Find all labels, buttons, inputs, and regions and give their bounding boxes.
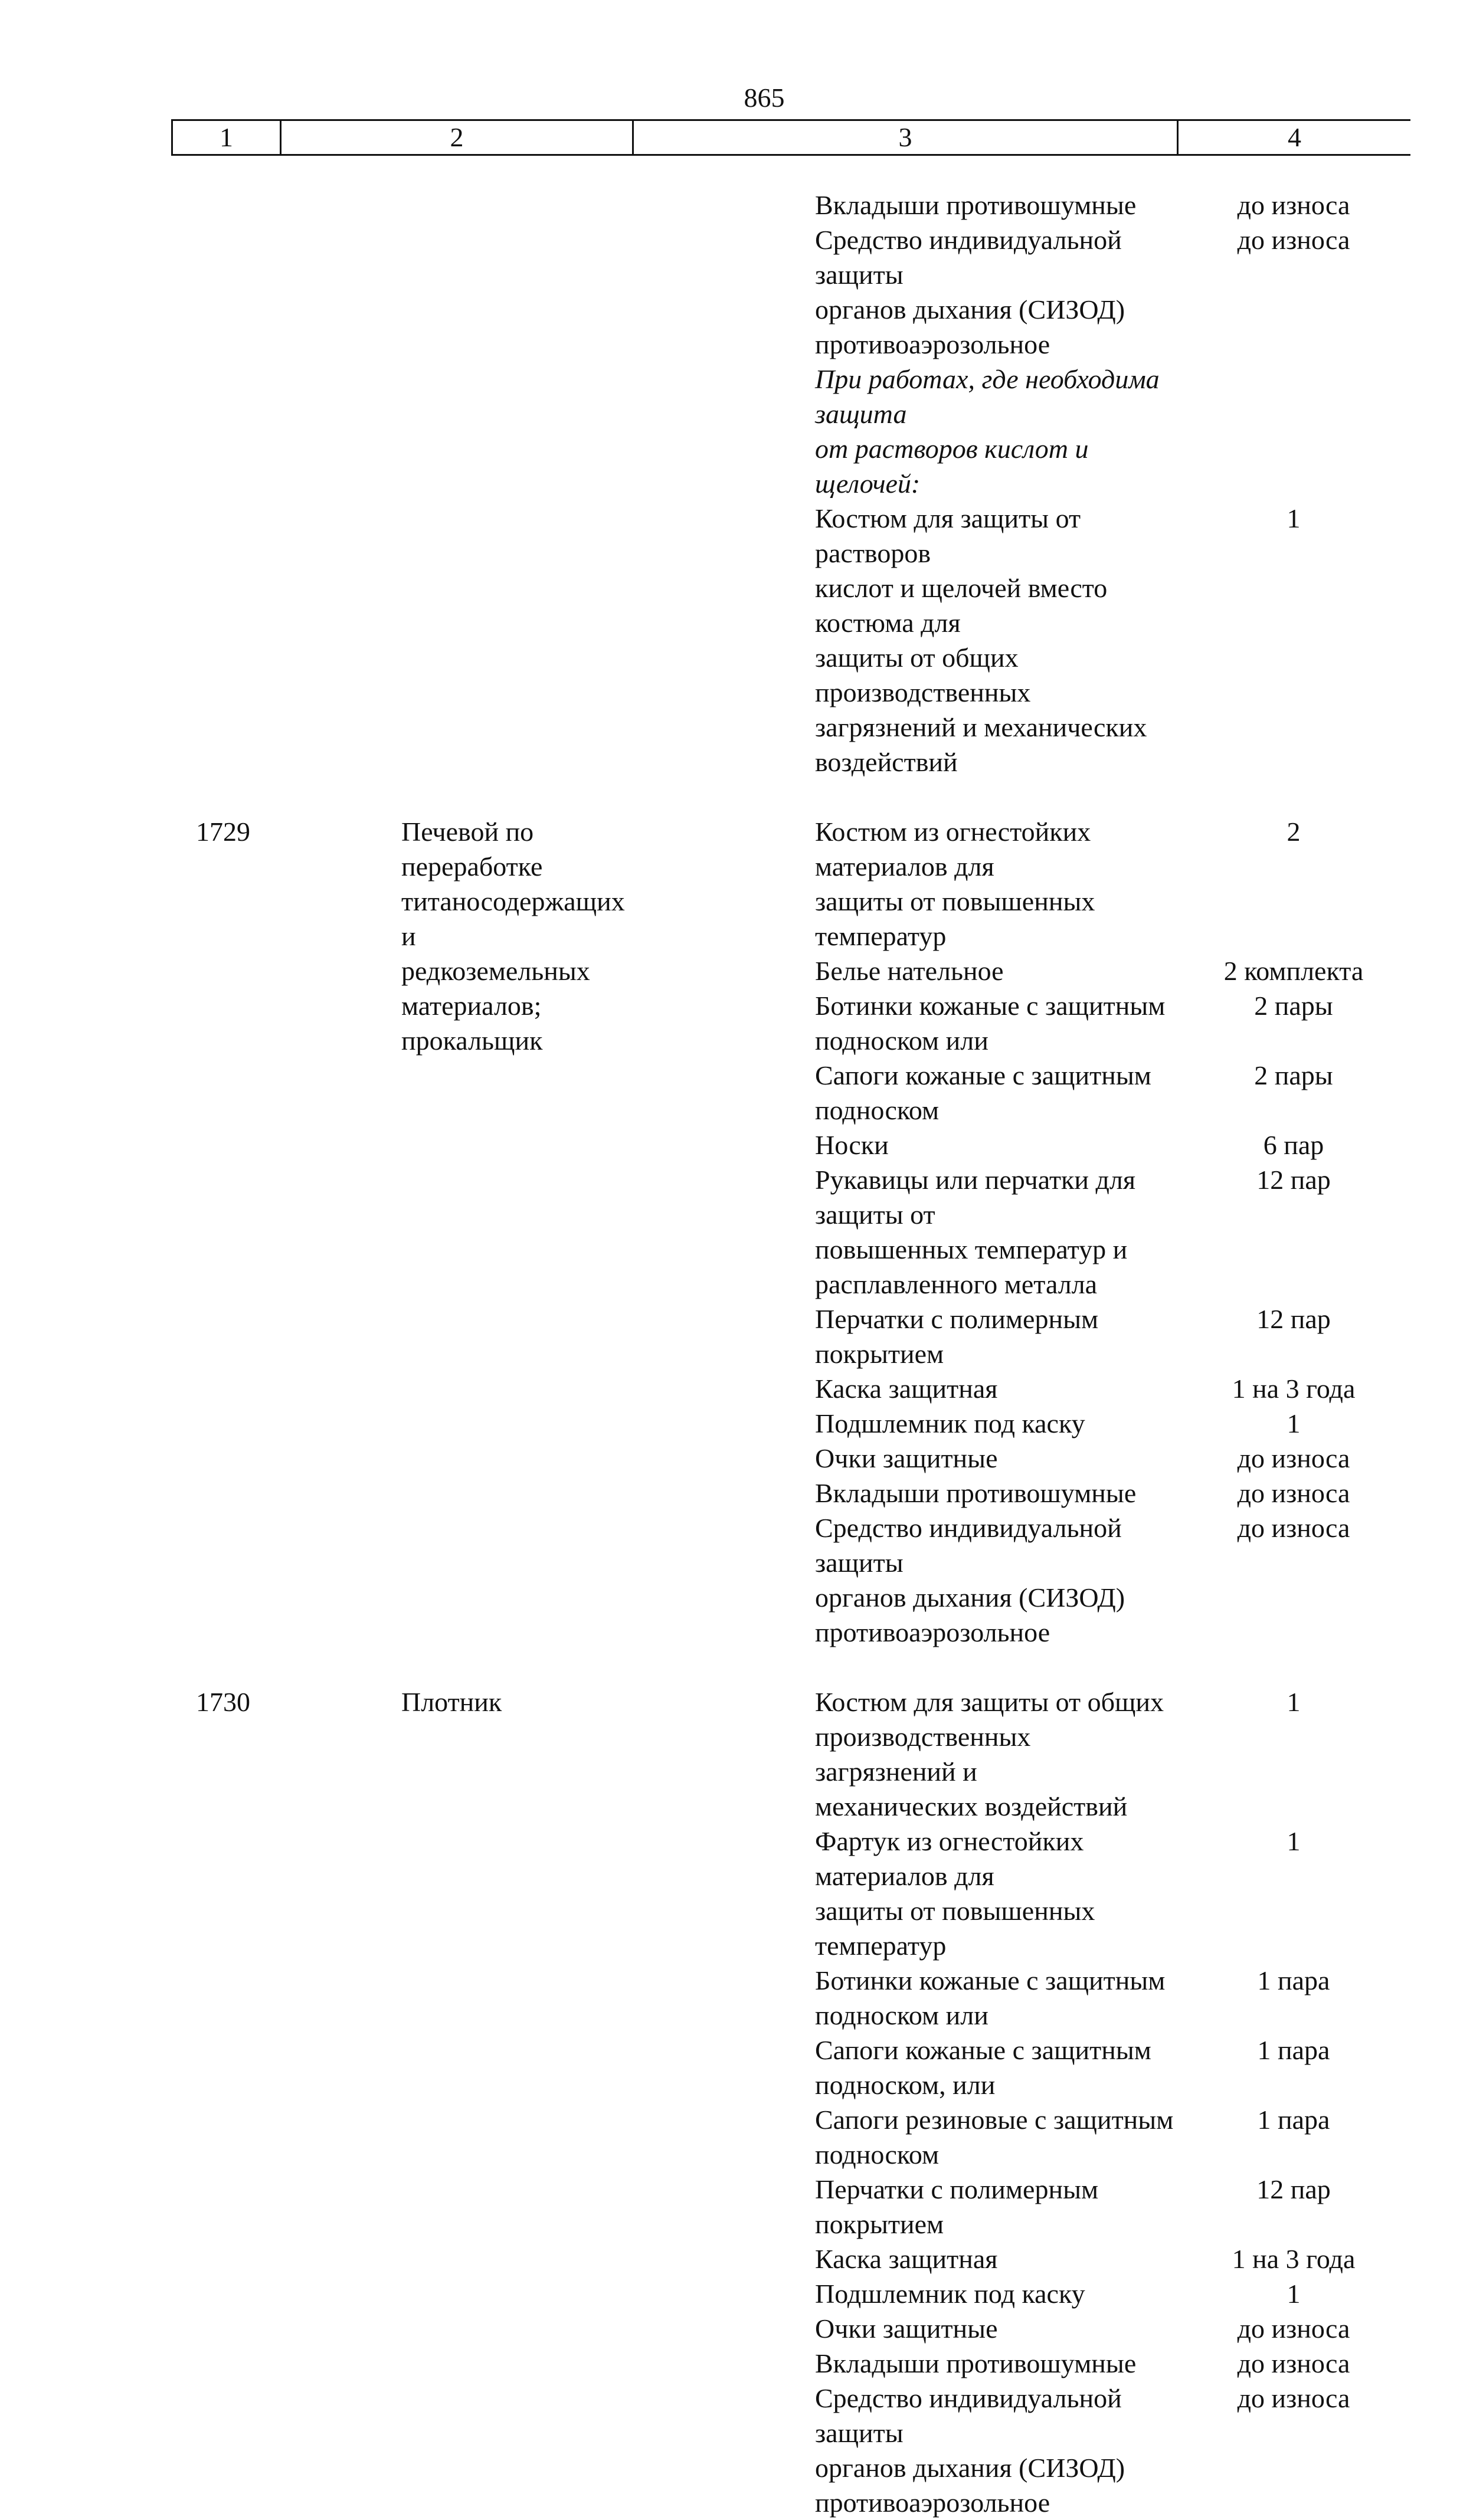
ppe-item-line: производственных загрязнений и bbox=[815, 1722, 1031, 1787]
ppe-items-list bbox=[632, 188, 1410, 779]
ppe-item-line: Фартук из огнестойких материалов для bbox=[815, 1826, 1084, 1891]
ppe-item-quantity: 1 bbox=[1287, 2279, 1301, 2309]
ppe-item-line: противоаэрозольное bbox=[815, 1617, 1050, 1647]
ppe-item-row bbox=[632, 2346, 1410, 2381]
ppe-item-line: от растворов кислот и щелочей: bbox=[815, 434, 1089, 499]
ppe-item-line: Костюм из огнестойких материалов для bbox=[815, 817, 1091, 881]
header-col-3: 3 bbox=[634, 121, 1179, 154]
table-row-group bbox=[171, 1685, 1410, 2520]
ppe-item-line: органов дыхания (СИЗОД) bbox=[815, 294, 1125, 325]
ppe-item-row bbox=[632, 953, 1410, 988]
ppe-item-name bbox=[632, 1302, 1177, 1371]
ppe-item-line: Средство индивидуальной защиты bbox=[815, 225, 1122, 290]
ppe-item-quantity: 1 на 3 года bbox=[1232, 1374, 1356, 1404]
ppe-item-name bbox=[632, 1406, 1177, 1441]
ppe-item-name bbox=[632, 1441, 1177, 1476]
ppe-item-quantity: 12 пар bbox=[1256, 2174, 1331, 2204]
ppe-items-list bbox=[632, 814, 1410, 1650]
row-number: 1730 bbox=[196, 1687, 250, 1717]
ppe-item-row bbox=[632, 1476, 1410, 1510]
ppe-item-line: повышенных температур и bbox=[815, 1234, 1128, 1264]
ppe-item-quantity: 1 пара bbox=[1257, 2035, 1330, 2065]
ppe-item-row bbox=[632, 2381, 1410, 2520]
ppe-item-name bbox=[632, 222, 1177, 362]
ppe-item-line: Перчатки с полимерным покрытием bbox=[815, 2174, 1099, 2239]
ppe-item-row bbox=[632, 1510, 1410, 1650]
ppe-item-name bbox=[632, 988, 1177, 1058]
ppe-item-line: Белье нательное bbox=[815, 956, 1004, 986]
ppe-item-line: защиты от повышенных температур bbox=[815, 1896, 1095, 1961]
table-header bbox=[171, 119, 1410, 156]
ppe-item-line: Носки bbox=[815, 1130, 889, 1160]
ppe-item-line: Сапоги резиновые с защитным bbox=[815, 2105, 1174, 2135]
ppe-item-line: защиты от повышенных температур bbox=[815, 886, 1095, 951]
ppe-item-name bbox=[632, 501, 1177, 779]
ppe-item-line: Очки защитные bbox=[815, 1443, 998, 1473]
ppe-item-row bbox=[632, 362, 1410, 501]
ppe-item-quantity: 12 пар bbox=[1256, 1165, 1331, 1195]
row-number: 1729 bbox=[196, 817, 250, 847]
ppe-item-row bbox=[632, 2172, 1410, 2242]
profession-name bbox=[280, 188, 632, 779]
ppe-item-line: Вкладыши противошумные bbox=[815, 2348, 1137, 2378]
ppe-item-quantity: до износа bbox=[1237, 1478, 1350, 1508]
ppe-item-row bbox=[632, 1441, 1410, 1476]
ppe-item-line: расплавленного металла bbox=[815, 1269, 1098, 1299]
ppe-item-line: подноском или bbox=[815, 1025, 988, 1056]
row-number bbox=[171, 188, 280, 779]
ppe-item-quantity: до износа bbox=[1237, 2348, 1350, 2378]
ppe-item-line: Подшлемник под каску bbox=[815, 2279, 1085, 2309]
ppe-item-line: органов дыхания (СИЗОД) bbox=[815, 2453, 1125, 2483]
profession-name-line: материалов; прокальщик bbox=[401, 991, 543, 1056]
ppe-item-quantity: до износа bbox=[1237, 1443, 1350, 1473]
ppe-item-name bbox=[632, 2381, 1177, 2520]
ppe-item-quantity: 2 пары bbox=[1254, 991, 1333, 1021]
ppe-item-name bbox=[632, 1058, 1177, 1128]
ppe-item-line: Ботинки кожаные с защитным bbox=[815, 1965, 1166, 1995]
ppe-item-row bbox=[632, 2033, 1410, 2102]
header-col-2: 2 bbox=[281, 121, 634, 154]
ppe-item-name bbox=[632, 2172, 1177, 2242]
ppe-item-line: Вкладыши противошумные bbox=[815, 190, 1137, 220]
ppe-item-line: органов дыхания (СИЗОД) bbox=[815, 1582, 1125, 1613]
ppe-item-name bbox=[632, 1128, 1177, 1162]
ppe-item-line: Средство индивидуальной защиты bbox=[815, 1513, 1122, 1578]
ppe-item-name bbox=[632, 188, 1177, 222]
profession-name bbox=[280, 814, 632, 1650]
table-row-group bbox=[171, 188, 1410, 779]
ppe-item-line: защиты от общих производственных bbox=[815, 643, 1031, 707]
ppe-item-quantity: до износа bbox=[1237, 2383, 1350, 2413]
ppe-item-row bbox=[632, 1302, 1410, 1371]
ppe-item-quantity: до износа bbox=[1237, 225, 1350, 255]
ppe-item-row bbox=[632, 814, 1410, 953]
ppe-item-line: Костюм для защиты от растворов bbox=[815, 503, 1081, 568]
profession-name bbox=[280, 1685, 632, 2520]
ppe-item-line: Перчатки с полимерным покрытием bbox=[815, 1304, 1099, 1369]
table-row-group bbox=[171, 814, 1410, 1650]
ppe-item-quantity: 1 пара bbox=[1257, 1965, 1330, 1995]
ppe-item-quantity: 1 bbox=[1287, 503, 1301, 533]
ppe-item-quantity: 6 пар bbox=[1263, 1130, 1324, 1160]
ppe-item-line: Костюм для защиты от общих bbox=[815, 1687, 1164, 1717]
ppe-item-row bbox=[632, 1371, 1410, 1406]
ppe-item-row bbox=[632, 1963, 1410, 2033]
profession-name-line: титаносодержащих и bbox=[401, 886, 625, 951]
ppe-item-line: Сапоги кожаные с защитным bbox=[815, 2035, 1151, 2065]
ppe-item-quantity: до износа bbox=[1237, 190, 1350, 220]
ppe-item-line: Вкладыши противошумные bbox=[815, 1478, 1137, 1508]
ppe-item-line: При работах, где необходима защита bbox=[815, 364, 1160, 429]
header-col-4: 4 bbox=[1288, 122, 1301, 152]
ppe-item-line: подноском или bbox=[815, 2000, 988, 2030]
ppe-item-row bbox=[632, 1406, 1410, 1441]
ppe-item-quantity: 1 пара bbox=[1257, 2105, 1330, 2135]
ppe-item-line: Каска защитная bbox=[815, 1374, 998, 1404]
ppe-item-row bbox=[632, 2242, 1410, 2276]
ppe-item-line: Очки защитные bbox=[815, 2313, 998, 2344]
profession-name-line: редкоземельных bbox=[401, 956, 590, 986]
ppe-item-row bbox=[632, 1824, 1410, 1963]
ppe-item-row bbox=[632, 1128, 1410, 1162]
ppe-item-row bbox=[632, 988, 1410, 1058]
ppe-item-row bbox=[632, 1162, 1410, 1302]
ppe-item-name bbox=[632, 2311, 1177, 2346]
ppe-item-line: Каска защитная bbox=[815, 2244, 998, 2274]
ppe-item-row bbox=[632, 1058, 1410, 1128]
ppe-item-line: противоаэрозольное bbox=[815, 329, 1050, 359]
ppe-item-quantity: 1 bbox=[1287, 1408, 1301, 1438]
ppe-item-name bbox=[632, 1510, 1177, 1650]
ppe-item-name bbox=[632, 1162, 1177, 1302]
ppe-item-name bbox=[632, 2276, 1177, 2311]
profession-name-line: Плотник bbox=[401, 1687, 502, 1717]
ppe-item-line: Рукавицы или перчатки для защиты от bbox=[815, 1165, 1136, 1230]
condition-note bbox=[632, 362, 1177, 501]
ppe-item-name bbox=[632, 814, 1177, 953]
ppe-item-line: Сапоги кожаные с защитным подноском bbox=[815, 1060, 1151, 1125]
ppe-item-quantity: 12 пар bbox=[1256, 1304, 1331, 1334]
ppe-item-quantity: 2 bbox=[1287, 817, 1301, 847]
ppe-item-line: подноском, или bbox=[815, 2070, 996, 2100]
ppe-item-line: загрязнений и механических bbox=[815, 712, 1147, 742]
ppe-item-line: воздействий bbox=[815, 747, 958, 777]
ppe-item-name bbox=[632, 2102, 1177, 2172]
ppe-item-line: Ботинки кожаные с защитным bbox=[815, 991, 1166, 1021]
ppe-item-quantity: до износа bbox=[1237, 1513, 1350, 1543]
ppe-item-row bbox=[632, 188, 1410, 222]
ppe-item-row bbox=[632, 2276, 1410, 2311]
ppe-item-row bbox=[632, 2102, 1410, 2172]
ppe-item-name bbox=[632, 2033, 1177, 2102]
ppe-item-quantity: 1 bbox=[1287, 1826, 1301, 1856]
ppe-item-name bbox=[632, 1824, 1177, 1963]
ppe-item-quantity: до износа bbox=[1237, 2313, 1350, 2344]
header-col-1: 1 bbox=[173, 121, 281, 154]
ppe-item-row bbox=[632, 222, 1410, 362]
ppe-item-quantity bbox=[1177, 362, 1410, 501]
ppe-item-row bbox=[632, 1685, 1410, 1824]
page-number: 865 bbox=[744, 83, 785, 113]
ppe-item-row bbox=[632, 501, 1410, 779]
ppe-item-line: Средство индивидуальной защиты bbox=[815, 2383, 1122, 2448]
ppe-item-name bbox=[632, 1371, 1177, 1406]
ppe-item-line: противоаэрозольное bbox=[815, 2488, 1050, 2518]
ppe-item-quantity: 2 пары bbox=[1254, 1060, 1333, 1090]
profession-name-line: Печевой по переработке bbox=[401, 817, 543, 881]
ppe-item-name bbox=[632, 1476, 1177, 1510]
ppe-item-name bbox=[632, 1685, 1177, 1824]
ppe-item-name bbox=[632, 2346, 1177, 2381]
ppe-item-name bbox=[632, 2242, 1177, 2276]
ppe-item-quantity: 2 комплекта bbox=[1223, 956, 1364, 986]
ppe-item-line: механических воздействий bbox=[815, 1791, 1128, 1821]
ppe-item-line: кислот и щелочей вместо костюма для bbox=[815, 573, 1108, 638]
ppe-item-quantity: 1 на 3 года bbox=[1232, 2244, 1356, 2274]
ppe-item-row bbox=[632, 2311, 1410, 2346]
ppe-items-list bbox=[632, 1685, 1410, 2520]
ppe-item-line: подноском bbox=[815, 2139, 940, 2170]
ppe-item-line: Подшлемник под каску bbox=[815, 1408, 1085, 1438]
ppe-item-name bbox=[632, 1963, 1177, 2033]
table-body bbox=[171, 188, 1410, 2520]
ppe-item-quantity: 1 bbox=[1287, 1687, 1301, 1717]
ppe-item-name bbox=[632, 953, 1177, 988]
